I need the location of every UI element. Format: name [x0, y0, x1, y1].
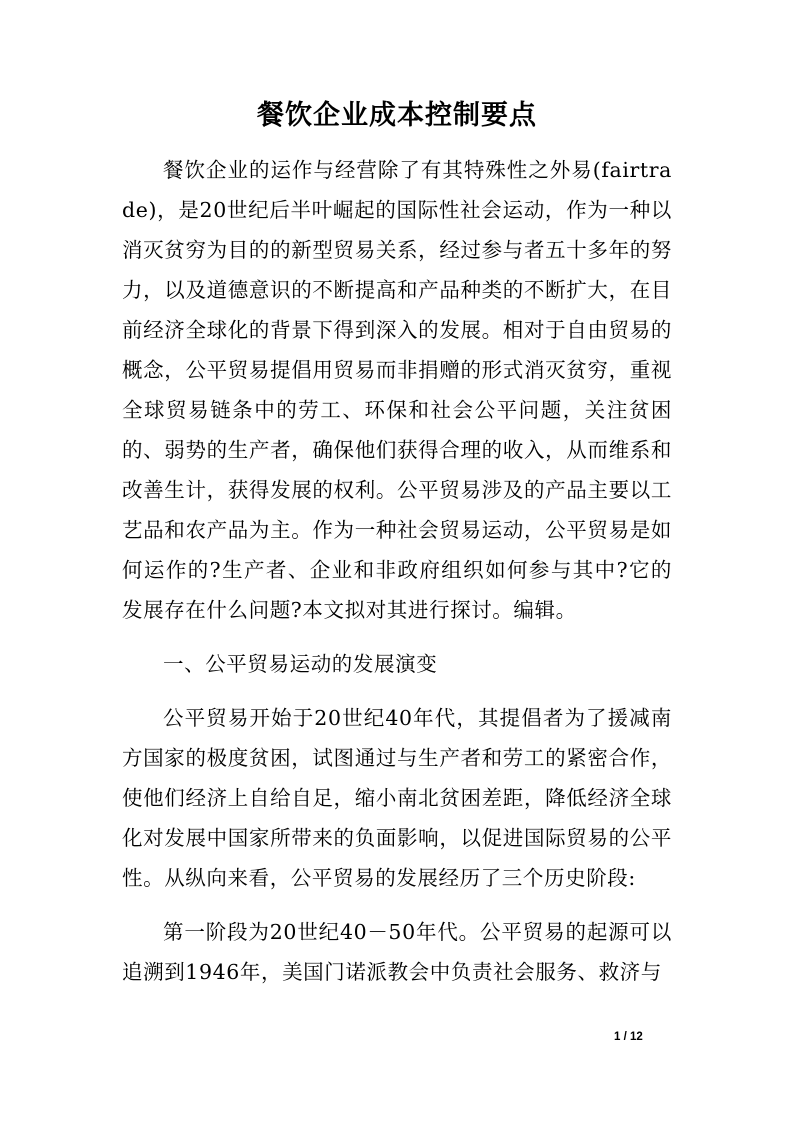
document-body: [122, 150, 672, 992]
section-heading: 一、公平贸易运动的发展演变: [163, 652, 438, 676]
page-number: 1 / 12: [614, 1031, 643, 1043]
paragraph-intro: 餐饮企业的运作与经营除了有其特殊性之外易(fairtrade)，是20世纪后半叶崛起的国际性社会运动，作为一种以消灭贫穷为目的的新型贸易关系，经过参与者五十多年的努力，以及道德意识的不断提高和产品种类的不断扩大，在目前经济全球化的背景下得到深入的发展。相对于自由贸易的概念，公平贸易提倡用贸易而非捐赠的形式消灭贫穷，重视全球贸易链条中的劳工、环保和社会公平问题，关注贫困的、弱势的生产者，确保他们获得合理的收入，从而维系和改善生计，获得发展的权利。公平贸易涉及的产品主要以工艺品和农产品为主。作为一种社会贸易运动，公平贸易是如何运作的?生产者、企业和非政府组织如何参与其中?它的发展存在什么问题?本文拟对其进行探讨。编辑。: [122, 158, 672, 622]
document-title: 餐饮企业成本控制要点: [257, 100, 537, 131]
paragraph-origins: 公平贸易开始于20世纪40年代，其提倡者为了援减南方国家的极度贫困，试图通过与生产者和劳工的紧密合作，使他们经济上自给自足，缩小南北贫困差距，降低经济全球化对发展中国家所带来的负面影响，以促进国际贸易的公平性。从纵向来看，公平贸易的发展经历了三个历史阶段:: [122, 706, 672, 890]
paragraph-first-stage: 第一阶段为20世纪40－50年代。公平贸易的起源可以追溯到1946年，美国门诺派教会中负责社会服务、救济与: [122, 920, 672, 984]
